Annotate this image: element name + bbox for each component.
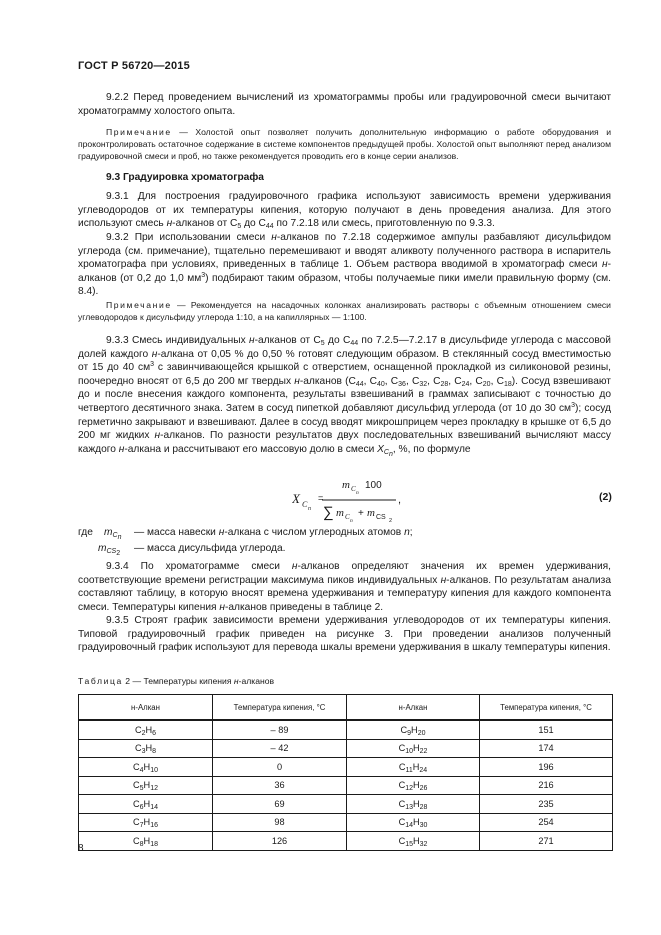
alkane-formula-cell: $C_9H_{20}$ — [347, 720, 480, 739]
paragraph-9-2-2 — [78, 91, 611, 118]
svg-text:CS: CS — [376, 514, 386, 521]
formula-number: (2) — [599, 491, 612, 503]
formula-definitions — [78, 526, 611, 558]
paragraph-9-3-1: 9.3.1 Для построения градуировочного графика используют зависимость времени удерживания углеводородов от их температуры кипения, которую получают в день проведения анализа. Для этого используют смесь н-алканов от $C_5$ до $C_{44}$ по 7.2.18 или смесь, приготовленную по 9.3.3. — [78, 191, 611, 231]
boiling-point-cell: 216 — [480, 776, 613, 795]
boiling-points-table — [78, 694, 613, 851]
boiling-point-cell: 36 — [213, 776, 347, 795]
boiling-point-cell: 151 — [480, 720, 613, 739]
alkane-formula-cell: $C_8H_{18}$ — [79, 832, 213, 851]
alkane-formula-cell: $C_5H_{12}$ — [79, 776, 213, 795]
svg-text:+: + — [358, 508, 364, 519]
table-row — [79, 758, 613, 777]
boiling-point-cell: – 89 — [213, 720, 347, 739]
boiling-point-cell: – 42 — [213, 739, 347, 758]
table-row — [79, 832, 613, 851]
svg-text:n: n — [350, 518, 353, 522]
formula-lhs: X — [292, 491, 300, 506]
col-header: Температура кипения, °С — [480, 695, 613, 721]
alkane-formula-cell: $C_3H_8$ — [79, 739, 213, 758]
col-header: Температура кипения, °С — [213, 695, 347, 721]
page-number: 8 — [78, 843, 84, 854]
alkane-formula-cell: $C_{10}H_{22}$ — [347, 739, 480, 758]
svg-text:C: C — [302, 500, 308, 509]
svg-text:C: C — [345, 513, 350, 521]
paragraph-9-3-2: 9.3.2 При использовании смеси н-алканов по 7.2.18 содержимое ампулы разбавляют дисульфидом углерода (см. примечание), тщательно перемешивают и вводят аликвоту полученного раствора в испаритель хроматографа при условиях, приведенных в таблице 1. Объем раствора вводимой в хроматограф смеси н-алканов (от 0,2 до 1,0 $мм^3$) подбирают таким образом, чтобы получаемые пики имели правильную форму (см. 8.4). — [78, 232, 611, 298]
alkane-formula-cell: $C_{13}H_{28}$ — [347, 795, 480, 814]
table-row — [79, 720, 613, 739]
formula-sigma: ∑ — [323, 504, 334, 521]
note-2 — [78, 299, 611, 323]
paragraph-9-3-4: 9.3.4 По хроматограмме смеси н-алканов определяют значения их времен удерживания, соответствующие времени регистрации максимума пиков индивидуальных н-алканов. По результатам анализа составляют таблицу, в которую вносят времена удерживания и температуру кипения для каждого компонента смеси. Температуры кипения н-алканов приведены в таблице 2. — [78, 561, 612, 613]
paragraph-9-3-5: 9.3.5 Строят график зависимости времени удерживания углеводородов от их температуры кипения. Типовой градуировочный график приведен на рисунке 3. При проведении анализов полученный градуировочный график используют для перевода шкалы времени удерживания в шкалу температуры кипения. — [78, 615, 611, 654]
section-title: 9.3 Градуировка хроматографа — [106, 172, 264, 183]
col-header: н-Алкан — [79, 695, 213, 721]
svg-text:m: m — [367, 507, 375, 519]
svg-text:,: , — [398, 494, 402, 506]
alkane-formula-cell: $C_{12}H_{26}$ — [347, 776, 480, 795]
boiling-point-cell: 174 — [480, 739, 613, 758]
note-label: Примечание — [106, 127, 172, 137]
alkane-formula-cell: $C_{15}H_{32}$ — [347, 832, 480, 851]
paragraph-9-3-3: 9.3.3 Смесь индивидуальных н-алканов от $C_5$ до $C_{44}$ по 7.2.5—7.2.17 в дисульфиде углерода с массовой долей каждого н-алкана от 0,05 % до 0,50 % готовят следующим образом. В стеклянный сосуд вместимостью от 15 до 40 $см^3$ с завинчивающейся крышкой с отверстием, оснащенной прокладкой из силиконовой резины, поочередно вносят от 6,5 до 200 мг твердых н-алканов ($C_{44}$, $C_{40}$, $C_{36}$, $C_{32}$, $C_{28}$, $C_{24}$, $C_{20}$, $C_{18}$). Сосуд взвешивают до и после внесения каждого компонента, результаты взвешиваний в граммах записывают с точностью до четвертого десятичного знака. Затем в сосуд пипеткой добавляют дисульфид углерода (от 10 до 30 $см^3$); сосуд герметично закрывают и взвешивают. Далее в сосуд вводят микрошприцем через прокладку в крышке от 6,5 до 200 мг жидких н-алканов. По разности результатов двух последовательных взвешиваний вычисляют массу каждого н-алкана и рассчитывают его массовую долю в смеси $X_{C_n}$, %, по формуле — [78, 335, 611, 458]
table-row — [79, 776, 613, 795]
alkane-formula-cell: $C_{11}H_{24}$ — [347, 758, 480, 777]
table-row — [79, 795, 613, 814]
definition-2: $m_{CS_2}$ — масса дисульфида углерода. — [98, 543, 286, 557]
formula-100: 100 — [365, 480, 382, 491]
boiling-point-cell: 98 — [213, 813, 347, 832]
col-header: н-Алкан — [347, 695, 480, 721]
alkane-formula-cell: $C_7H_{16}$ — [79, 813, 213, 832]
alkane-formula-cell: $C_4H_{10}$ — [79, 758, 213, 777]
mass-fraction-formula — [292, 476, 622, 522]
note-1 — [78, 126, 611, 162]
alkane-formula-cell: $C_6H_{14}$ — [79, 795, 213, 814]
boiling-point-cell: 69 — [213, 795, 347, 814]
document-header: ГОСТ Р 56720—2015 — [78, 60, 190, 72]
table-row — [79, 739, 613, 758]
boiling-point-cell: 254 — [480, 813, 613, 832]
svg-text:m: m — [336, 507, 344, 519]
table-row — [79, 813, 613, 832]
formula-equals: = — [318, 493, 324, 503]
svg-text:m: m — [342, 479, 350, 491]
boiling-point-cell: 271 — [480, 832, 613, 851]
alkane-formula-cell: $C_{14}H_{30}$ — [347, 813, 480, 832]
alkane-formula-cell: $C_2H_6$ — [79, 720, 213, 739]
note-label: Примечание — [106, 300, 172, 310]
boiling-point-cell: 196 — [480, 758, 613, 777]
paragraph-text: 9.2.2 Перед проведением вычислений из хроматограммы пробы или градуировочной смеси вычитают хроматограмму холостого опыта. — [78, 92, 611, 117]
boiling-point-cell: 235 — [480, 795, 613, 814]
boiling-point-cell: 0 — [213, 758, 347, 777]
definition-1: где $m_{C_n}$ — масса навески н-алкана с числом углеродных атомов n; — [78, 527, 413, 541]
svg-text:C: C — [351, 485, 356, 493]
note-text: — Рекомендуется на насадочных колонках анализировать растворы с объемным отношением смеси углеводородов к дисульфиду углерода 1:10, а на капиллярных — 1:100. — [78, 300, 611, 322]
table-caption: Таблица 2 — Температуры кипения н-алканов — [78, 676, 275, 686]
formula-svg — [292, 476, 622, 522]
boiling-point-cell: 126 — [213, 832, 347, 851]
table-header-row — [79, 695, 613, 721]
svg-text:2: 2 — [389, 518, 393, 522]
svg-text:n: n — [308, 506, 311, 512]
note-text: — Холостой опыт позволяет получить дополнительную информацию о работе оборудования и проконтролировать остаточное содержание в системе компонентов предыдущей пробы. Холостой опыт выполняют перед анализом градуировочной смеси и проб, но также рекомендуется проводить его в конце серии анализов. — [78, 127, 611, 161]
svg-text:n: n — [356, 490, 359, 496]
